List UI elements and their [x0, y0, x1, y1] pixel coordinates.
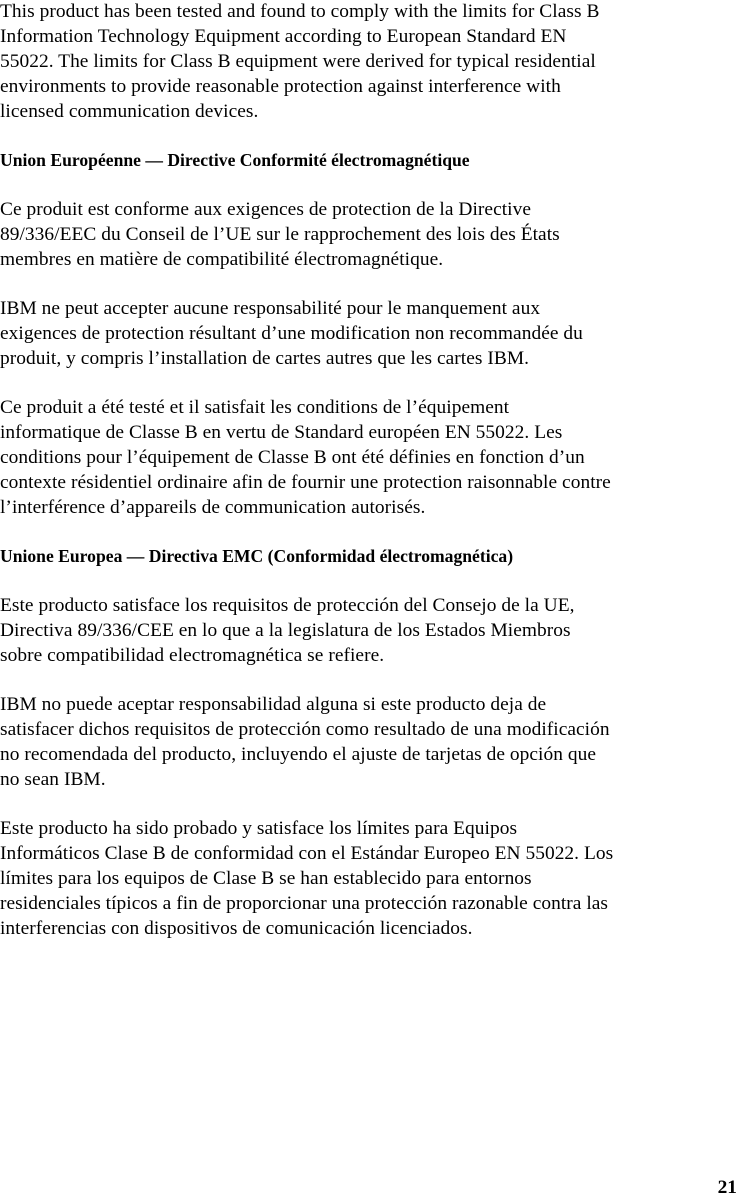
- es-section-heading: Unione Europea — Directiva EMC (Conformidad électromagnética): [0, 546, 514, 566]
- page-number: 21: [717, 1177, 737, 1198]
- es-liability-paragraph: IBM no puede aceptar responsabilidad alguna si este producto deja de satisfacer dichos requisitos de protección como resultado de una modificación no recomendada del producto, incluyendo el ajuste de tarjetas de opción que no sean IBM.: [0, 694, 610, 790]
- fr-section-heading: Union Européenne — Directive Conformité électromagnétique: [0, 150, 470, 170]
- es-conformity-paragraph: Este producto satisface los requisitos de protección del Consejo de la UE, Directiva 89/336/CEE en lo que a la legislatura de los Estados Miembros sobre compatibilidad electromagnética se refiere.: [0, 595, 575, 666]
- es-class-b-paragraph: Este producto ha sido probado y satisface los límites para Equipos Informáticos Clase B de conformidad con el Estándar Europeo EN 55022. Los límites para los equipos de Clase B se han establecido para entornos residenciales típicos a fin de proporcionar una protección razonable contra las interferencias con dispositivos de comunicación licenciados.: [0, 818, 614, 939]
- fr-liability-paragraph: IBM ne peut accepter aucune responsabilité pour le manquement aux exigences de protection résultant d’une modification non recommandée du produit, y compris l’installation de cartes autres que les cartes IBM.: [0, 298, 583, 369]
- fr-class-b-paragraph: Ce produit a été testé et il satisfait les conditions de l’équipement informatique de Classe B en vertu de Standard européen EN 55022. Les conditions pour l’équipement de Classe B ont été définies en fonction d’un contexte résidentiel ordinaire afin de fournir une protection raisonnable contre l’interférence d’appareils de communication autorisés.: [0, 397, 611, 518]
- en-compliance-paragraph: This product has been tested and found to comply with the limits for Class B Information Technology Equipment according to European Standard EN 55022. The limits for Class B equipment were derived for typical residential environments to provide reasonable protection against interference with licensed communication devices.: [0, 1, 600, 122]
- fr-conformity-paragraph: Ce produit est conforme aux exigences de protection de la Directive 89/336/EEC du Conseil de l’UE sur le rapprochement des lois des États membres en matière de compatibilité électromagnétique.: [0, 199, 560, 270]
